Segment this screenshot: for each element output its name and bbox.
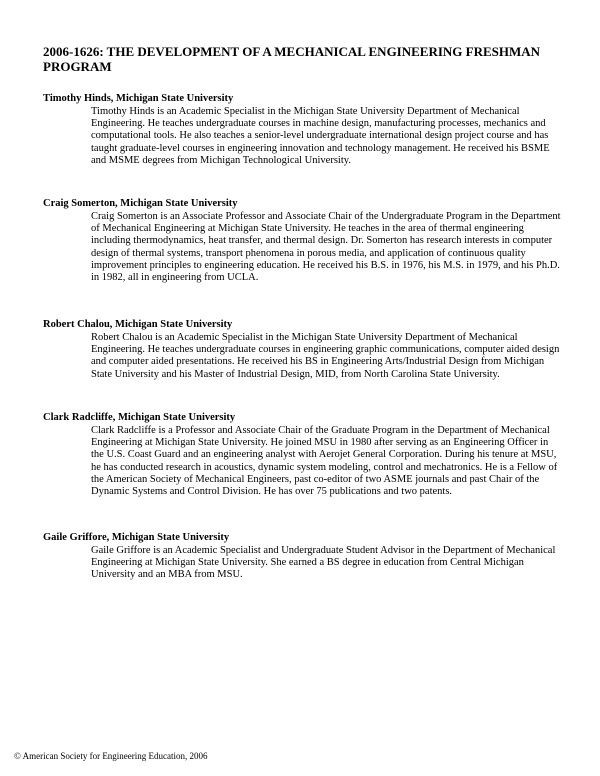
author-heading: Craig Somerton, Michigan State University bbox=[43, 198, 238, 209]
author-bio bbox=[43, 531, 563, 582]
author-heading: Gaile Griffore, Michigan State University bbox=[43, 532, 230, 543]
page-title: 2006-1626: THE DEVELOPMENT OF A MECHANICAL ENGINEERING FRESHMAN PROGRAM bbox=[43, 44, 541, 74]
copyright-footer: © American Society for Engineering Education, 2006 bbox=[14, 751, 208, 761]
author-heading: Clark Radcliffe, Michigan State University bbox=[43, 412, 236, 423]
author-bio-text: Robert Chalou is an Academic Specialist in the Michigan State University Department of Mechanical Engineering. He teaches undergraduate courses in engineering graphic communications, computer aided design and computer aided presentations. He received his BS in Engineering Arts/Industrial Design from Michigan State University and his Master of Industrial Design, MID, from North Carolina State University. bbox=[91, 332, 560, 380]
author-bio bbox=[43, 197, 563, 284]
author-bio bbox=[43, 92, 563, 167]
author-bio-text: Craig Somerton is an Associate Professor and Associate Chair of the Undergraduate Program in the Department of Mechanical Engineering at Michigan State University. He teaches in the area of thermal engineering including thermodynamics, heat transfer, and thermal design. Dr. Somerton has research interests in computer design of thermal systems, transport phenomena in porous media, and application of continuous quality improvement principles to engineering education. He received his B.S. in 1976, his M.S. in 1979, and his Ph.D. in 1982, all in engineering from UCLA. bbox=[91, 211, 561, 284]
author-heading: Robert Chalou, Michigan State University bbox=[43, 319, 233, 330]
author-bio-text: Clark Radcliffe is a Professor and Associate Chair of the Graduate Program in the Department of Mechanical Engineering at Michigan State University. He joined MSU in 1980 after serving as an Engineering Officer in the U.S. Coast Guard and an engineering analyst with Aerojet General Corporation. During his tenure at MSU, he has conducted research in acoustics, dynamic system modeling, control and mechatronics. He is a Fellow of the American Society of Mechanical Engineers, past co-editor of two ASME journals and past Chair of the Dynamic Systems and Control Division. He has over 75 publications and two patents. bbox=[91, 425, 558, 498]
author-bio-text: Gaile Griffore is an Academic Specialist and Undergraduate Student Advisor in the Department of Mechanical Engineering at Michigan State University. She earned a BS degree in education from Central Michigan University and an MBA from MSU. bbox=[91, 545, 556, 581]
author-bio bbox=[43, 411, 563, 498]
author-bio bbox=[43, 318, 563, 381]
author-heading: Timothy Hinds, Michigan State University bbox=[43, 93, 234, 104]
author-bio-text: Timothy Hinds is an Academic Specialist in the Michigan State University Department of Mechanical Engineering. He teaches undergraduate courses in machine design, manufacturing processes, mechanics and computational tools. He also teaches a senior-level undergraduate international design project course and has taught graduate-level courses in engineering innovation and technology management. He received his BSME and MSME degrees from Michigan Technological University. bbox=[91, 106, 550, 166]
